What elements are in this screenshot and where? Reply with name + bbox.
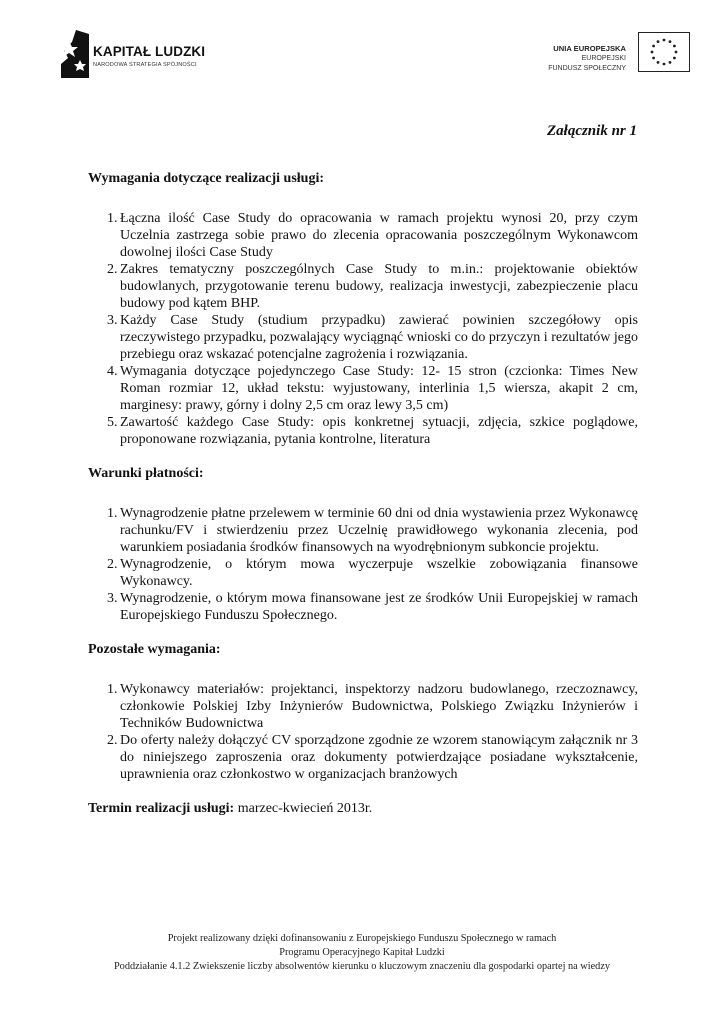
- list-item-number: 3.: [107, 591, 118, 606]
- list-item-text: rzeczywistego przypadku, pozwalający wyciągnąć wnioski co do przyczyn: [120, 330, 544, 345]
- list-item-text: placu budowy pod kątem BHP.: [120, 279, 638, 311]
- list-item-text: Wykonawcy materiałów: projektanci, inspektorzy nadzoru budowlanego,: [120, 682, 557, 697]
- list-item-number: 3.: [107, 313, 118, 328]
- list-item-text: Wymagania dotyczące pojedynczego Case Study: 12- 15 stron (czcionka: Times New: [120, 364, 638, 379]
- page-footer: [0, 932, 724, 974]
- list-item-text: zlecenia, pod warunkiem posiadania środków finansowych na wyodrębnionym: [120, 523, 638, 555]
- list-item-text: załącznik nr 3 do niniejszego zaproszenia oraz dokumenty potwierdzające posiadane: [120, 733, 638, 765]
- eu-logo-line2: EUROPEJSKI: [581, 55, 626, 62]
- list-item-text: marginesy: prawy, górny i dolny 2,5 cm oraz lewy 3,5 cm): [120, 398, 449, 413]
- list-item-number: 2.: [107, 262, 118, 277]
- eu-logo-line1: UNIA EUROPEJSKA: [553, 44, 626, 53]
- list-item: [88, 261, 638, 312]
- list-item-number: 2.: [107, 557, 118, 572]
- list-item-number: 1.: [107, 682, 118, 697]
- list-item: [88, 732, 638, 783]
- footer-line3: Poddziałanie 4.1.2 Zwiekszenie liczby absolwentów kierunku o kluczowym znaczeniu dla gospodarki opartej na wiedzy: [113, 961, 611, 972]
- list-item-text: Każdy Case Study (studium przypadku) zawierać powinien szczegółowy opis: [120, 313, 638, 328]
- list-item: [88, 556, 638, 590]
- list-item: [88, 590, 638, 624]
- eu-flag-icon: [638, 32, 690, 72]
- footer-line2: Programu Operacyjnego Kapitał Ludzki: [279, 947, 445, 958]
- kapital-ludzki-subtitle: NARODOWA STRATEGIA SPÓJNOŚCI: [93, 62, 197, 68]
- kapital-ludzki-title: KAPITAŁ LUDZKI: [93, 44, 206, 59]
- list-item-number: 5.: [107, 415, 118, 430]
- list-item-text: Łączna ilość Case Study do opracowania w ramach projektu wynosi 20, przy czym: [120, 211, 638, 226]
- list-item-text: wykształcenie, uprawnienia oraz członkostwo w organizacjach branżowych: [120, 750, 638, 782]
- requirements-list: [88, 210, 638, 448]
- list-item-text: Wykonawcy.: [120, 574, 193, 589]
- list-item-text: Roman rozmiar 12, układ tekstu: wyjustowany, interlinia 1,5 wiersza, akapit 2 cm,: [120, 381, 638, 396]
- list-item-text: Związku Inżynierów i Techników Budownictwa: [120, 699, 638, 731]
- list-item-number: 1.: [107, 211, 118, 226]
- list-item-number: 2.: [107, 733, 118, 748]
- list-item: [88, 363, 638, 414]
- payment-list: [88, 505, 638, 624]
- eu-logo-text: [548, 44, 626, 74]
- list-item: [88, 414, 638, 448]
- list-item: [88, 210, 638, 261]
- list-item-text: subkoncie projektu.: [488, 540, 600, 555]
- list-item-text: Wynagrodzenie, o którym mowa finansowane jest ze środków Unii Europejskiej: [120, 591, 583, 606]
- list-item-text: Wynagrodzenie, o którym mowa wyczerpuje wszelkie zobowiązania finansowe: [120, 557, 638, 572]
- list-item-text: Zakres tematyczny poszczególnych Case Study to m.in.: projektowanie obiektów: [120, 262, 638, 277]
- other-requirements-list: [88, 681, 638, 783]
- list-item: [88, 312, 638, 363]
- list-item-number: 1.: [107, 506, 118, 521]
- section-heading-other: Pozostałe wymagania:: [88, 642, 221, 657]
- list-item-text: i rezultatów jego przebiegu oraz wskazać potencjalne zagrożenia i rozwiązania.: [120, 330, 638, 362]
- section-heading-requirements: Wymagania dotyczące realizacji usługi:: [88, 171, 325, 186]
- list-item-text: rzeczoznawcy, członkowie Polskiej Izby Inżynierów Budownictwa, Polskiego: [120, 682, 638, 714]
- list-item-text: Wynagrodzenie płatne przelewem w terminie 60 dni od dnia wystawienia przez: [120, 506, 569, 521]
- list-item-text: budowlanych, przygotowanie terenu budowy, realizacja inwestycji, zabezpieczenie: [120, 279, 608, 294]
- eu-logo: [535, 32, 690, 82]
- list-item-text: w ramach Europejskiego Funduszu Społecznego.: [120, 591, 638, 623]
- list-item-text: Do oferty należy dołączyć CV sporządzone zgodnie ze wzorem stanowiącym: [120, 733, 560, 748]
- list-item-text: proponowane rozwiązania, pytania kontrolne, literatura: [120, 432, 431, 447]
- list-item-text: Wykonawcę rachunku/FV i stwierdzeniu przez Uczelnię prawidłowego wykonania: [120, 506, 638, 538]
- section-heading-payment: Warunki płatności:: [88, 466, 204, 481]
- kapital-ludzki-logo: [58, 30, 218, 82]
- list-item-text: Wykonawcom dowolnej ilości Case Study: [120, 228, 638, 260]
- term-label: Termin realizacji usługi:: [88, 801, 235, 816]
- annex-label: Załącznik nr 1: [546, 123, 637, 139]
- kapital-ludzki-emblem-icon: [58, 30, 92, 82]
- list-item-text: Uczelnia zastrzega sobie prawo do zlecenia opracowania poszczególnym: [120, 228, 558, 243]
- list-item-number: 4.: [107, 364, 118, 379]
- list-item-text: Zawartość każdego Case Study: opis konkretnej sytuacji, zdjęcia, szkice poglądowe,: [120, 415, 638, 430]
- list-item: [88, 681, 638, 732]
- footer-line1: Projekt realizowany dzięki dofinansowaniu z Europejskiego Funduszu Społecznego w ramach: [167, 933, 557, 944]
- eu-logo-line3: FUNDUSZ SPOŁECZNY: [548, 65, 626, 72]
- term-line: [88, 800, 638, 817]
- document-body: [88, 170, 638, 817]
- term-value: marzec-kwiecień 2013r.: [234, 801, 373, 816]
- list-item: [88, 505, 638, 556]
